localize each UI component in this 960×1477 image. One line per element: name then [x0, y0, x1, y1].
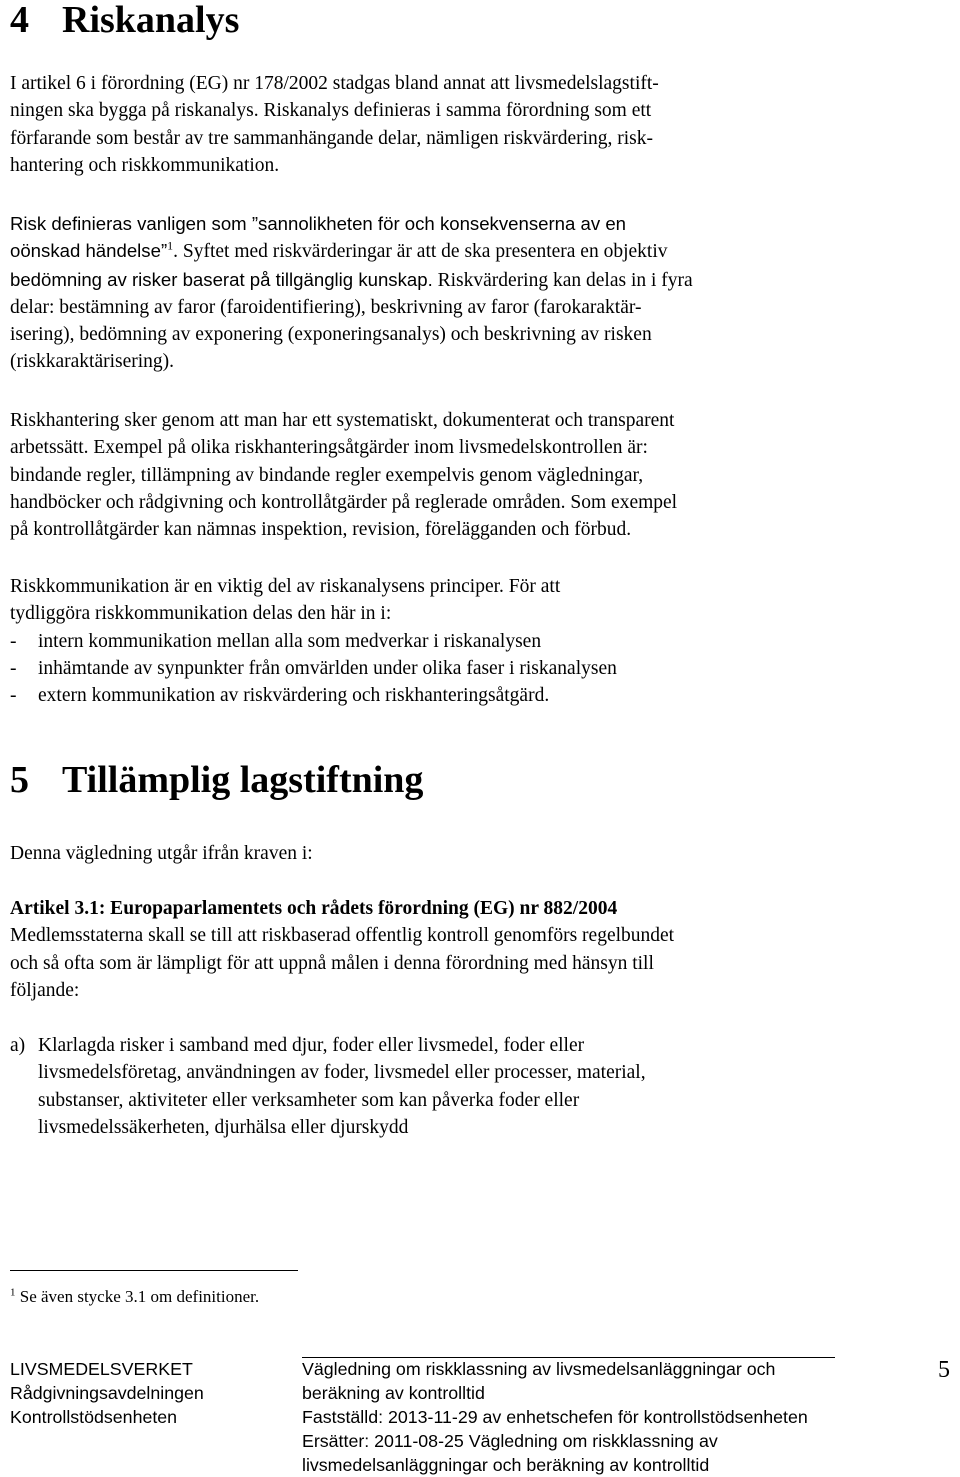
- footer-line: livsmedelsanläggningar och beräkning av kontrolltid: [302, 1455, 710, 1475]
- list-item-text: intern kommunikation mellan alla som medverkar i riskanalysen: [38, 630, 542, 652]
- text-line: I artikel 6 i förordning (EG) nr 178/2002 stadgas bland annat att livsmedelslagstift-: [10, 73, 659, 94]
- text-line: tydliggöra riskkommunikation delas den här in i:: [10, 603, 392, 625]
- footer-document-info: [302, 1357, 808, 1477]
- text-line: livsmedelssäkerheten, djurhälsa eller djurskydd: [38, 1116, 409, 1138]
- text-line: [10, 237, 850, 265]
- paragraph-risk-communication: [10, 573, 850, 709]
- item-label: a): [10, 1035, 26, 1056]
- text-line: handböcker och rådgivning och kontrollåtgärder på reglerade områden. Som exempel: [10, 491, 678, 513]
- list-item-text: inhämtande av synpunkter från omvärlden under olika faser i riskanalysen: [38, 657, 617, 679]
- page-number: 5: [938, 1357, 950, 1383]
- text-line: följande:: [10, 979, 80, 1001]
- paragraph-risk-analysis-intro: [10, 70, 850, 179]
- list-bullet: -: [10, 630, 17, 652]
- footer-line: Vägledning om riskklassning av livsmedelsanläggningar och: [302, 1359, 776, 1379]
- text-line: Medlemsstaterna skall se till att riskbaserad offentlig kontroll genomförs regelbundet: [10, 925, 675, 947]
- list-item-text: extern kommunikation av riskvärdering och riskhanteringsåtgärd.: [38, 685, 550, 707]
- section-title: Riskanalys: [62, 0, 240, 41]
- text-line: Riskkommunikation är en viktig del av riskanalysens principer. För att: [10, 576, 561, 597]
- paragraph-risk-definition: [10, 210, 850, 376]
- footnote-text: Se även stycke 3.1 om definitioner.: [19, 1287, 260, 1306]
- text-line: livsmedelsföretag, användningen av foder, livsmedel eller processer, material,: [38, 1062, 646, 1084]
- text-line: på kontrollåtgärder kan nämnas inspektion, revision, förelägganden och förbud.: [10, 519, 632, 541]
- footnote-number: 1: [10, 1286, 16, 1299]
- text-line: substanser, aktiviteter eller verksamheter som kan påverka foder eller: [38, 1089, 580, 1111]
- section-4-heading: [10, 0, 239, 40]
- list-item: [10, 628, 850, 655]
- footnote-divider: [10, 1270, 298, 1271]
- footer-line: beräkning av kontrolltid: [302, 1383, 485, 1403]
- text-segment: Klarlagda risker i samband med djur, foder eller livsmedel, foder eller: [38, 1035, 585, 1056]
- footer-line: Ersätter: 2011-08-25 Vägledning om riskklassning av: [302, 1431, 718, 1451]
- text-line: Riskhantering sker genom att man har ett systematiskt, dokumenterat och transparent: [10, 410, 675, 431]
- list-item: [10, 682, 850, 709]
- footer-line: LIVSMEDELSVERKET: [10, 1359, 193, 1379]
- text-segment: bedömning av risker baserat på tillgänglig kunskap.: [10, 268, 433, 290]
- text-line: (riskkaraktärisering).: [10, 351, 175, 373]
- text-line: isering), bedömning av exponering (exponeringsanalys) och beskrivning av risken: [10, 324, 652, 346]
- text-line: Denna vägledning utgår ifrån kraven i:: [10, 843, 313, 864]
- list-bullet: -: [10, 657, 17, 679]
- footer-line: Rådgivningsavdelningen: [10, 1383, 204, 1403]
- footer-line: Kontrollstödsenheten: [10, 1407, 178, 1427]
- text-segment: . Syftet med riskvärderingar är att de ska presentera en objektiv: [173, 241, 668, 263]
- list-item: [10, 655, 850, 682]
- section-title: Tillämplig lagstiftning: [62, 759, 424, 801]
- section-number: 4: [10, 0, 29, 41]
- article-item-a: [10, 1032, 850, 1141]
- text-line: bindande regler, tillämpning av bindande regler exempelvis genom vägledningar,: [10, 464, 644, 486]
- text-line: arbetssätt. Exempel på olika riskhanteringsåtgärder inom livsmedelskontrollen är:: [10, 437, 648, 459]
- article-block: [10, 895, 850, 1004]
- text-segment: oönskad händelse”: [10, 240, 168, 262]
- text-line: hantering och riskkommunikation.: [10, 154, 280, 176]
- text-line: [10, 266, 850, 294]
- paragraph-risk-management: [10, 407, 850, 543]
- text-line: och så ofta som är lämpligt för att uppnå målen i denna förordning med hänsyn till: [10, 952, 654, 974]
- list-bullet: -: [10, 685, 17, 707]
- text-line: delar: bestämning av faror (faroidentifiering), beskrivning av faror (farokaraktär-: [10, 296, 642, 318]
- article-heading: Artikel 3.1: Europaparlamentets och rådets förordning (EG) nr 882/2004: [10, 898, 618, 919]
- footnote: [10, 1285, 259, 1309]
- text-line: förfarande som består av tre sammanhängande delar, nämligen riskvärdering, risk-: [10, 127, 654, 149]
- text-segment: Riskvärdering kan delas in i fyra: [432, 269, 693, 291]
- footer-organization: [10, 1357, 204, 1429]
- text-line: [10, 1032, 850, 1059]
- text-line: ningen ska bygga på riskanalys. Riskanalys definieras i samma förordning som ett: [10, 100, 652, 122]
- footer-line: Fastställd: 2013-11-29 av enhetschefen för kontrollstödsenheten: [302, 1407, 808, 1427]
- text-line: Risk definieras vanligen som ”sannolikheten för och konsekvenserna av en: [10, 213, 626, 234]
- section-5-heading: [10, 760, 423, 800]
- footnote-reference[interactable]: 1: [167, 238, 174, 253]
- paragraph-requirements-intro: [10, 840, 850, 867]
- section-number: 5: [10, 759, 29, 801]
